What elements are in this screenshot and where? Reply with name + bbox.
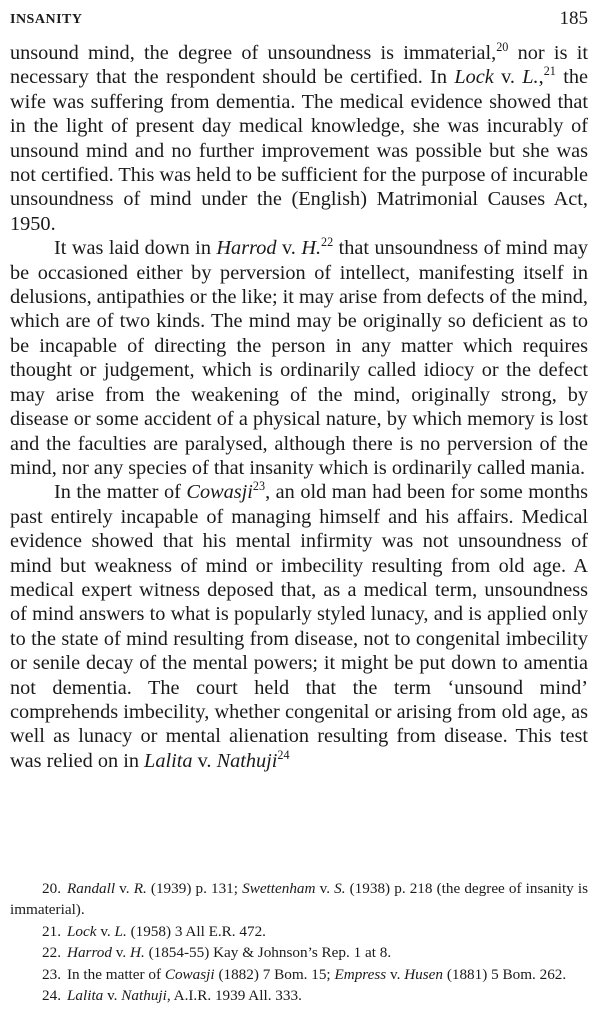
running-title: INSANITY — [10, 12, 83, 27]
footnote-ref: 22 — [321, 235, 334, 250]
text-run: the wife was suffering from dementia. The medical evidence showed that in the light of present day medical knowledge, she was incurably of unsound mind and no further improvement was possible but she was not certified. This was held to be sufficient for the purpose of incurable unsoundness of mind under the (English) Matrimonial Causes Act, 1950. — [10, 66, 588, 235]
italic-text: Lock — [66, 922, 97, 940]
footnotes — [10, 878, 588, 1006]
text-run: (1854-55) Kay & Johnson’s Rep. 1 at 8. — [144, 944, 392, 962]
italic-text: S. — [334, 880, 346, 897]
footnote-ref: 21 — [543, 64, 556, 79]
footnote-ref: 20 — [496, 40, 509, 55]
text-run: In the matter of — [54, 481, 187, 504]
running-head — [10, 8, 588, 34]
text-run: v. — [96, 922, 115, 940]
footnote-number: 20. — [42, 880, 61, 897]
italic-text: Cowasji — [186, 481, 253, 504]
italic-text: L. — [522, 66, 539, 89]
text-run: unsound mind, the degree of unsoundness is immaterial, — [10, 42, 497, 64]
footnote-number: 21. — [42, 922, 61, 940]
text-run: v. — [315, 880, 335, 897]
text-run: , an old man had been for some months past entirely incapable of managing himself and his affairs. Medical evidence showed that his mental infirmity was not unsoundness of mind but weakness of mind or imbecility resulting from old age. A medical expert witness deposed that, as a medical term, unsoundness of mind answers to what is popularly styled lunacy, and is applied only to the state of mind resulting from disease, not to congenital imbecility or senile decay of the mental powers; it might be put down to amentia not dementia. The court held that the term ‘unsound mind’ comprehends imbecility, whether congenital or arising from old age, as well as lunacy or mental alienation resulting from disease. This test was relied on in — [10, 481, 588, 772]
text-run: In the matter of — [66, 965, 165, 983]
text-run: (1958) 3 All E.R. 472. — [126, 922, 266, 940]
text-run: v. — [112, 944, 130, 962]
footnote-ref: 23 — [252, 479, 266, 494]
italic-text: Husen — [404, 965, 444, 983]
italic-text: H. — [301, 237, 322, 260]
italic-text: Nathuji — [216, 749, 278, 772]
italic-text: Harrod — [66, 944, 112, 962]
italic-text: L. — [114, 922, 127, 940]
italic-text: Empress — [334, 965, 387, 983]
text-run: v. — [115, 880, 134, 897]
italic-text: Lalita — [66, 987, 104, 1005]
italic-text: Lock — [454, 66, 494, 89]
footnote — [10, 985, 588, 1006]
footnote — [10, 921, 588, 942]
italic-text: Cowasji — [164, 965, 215, 983]
italic-text: R. — [133, 880, 147, 897]
footnote-ref: 24 — [277, 748, 290, 763]
text-run: v. — [493, 66, 523, 89]
body-text — [10, 41, 588, 773]
text-run: , A.I.R. 1939 All. 333. — [166, 987, 302, 1005]
paragraph — [10, 480, 588, 773]
footnote-number: 22. — [42, 944, 61, 962]
text-run: (1939) p. 131; — [146, 880, 243, 897]
text-run: (1882) 7 Bom. 15; — [214, 965, 335, 983]
footnote-number: 23. — [42, 965, 61, 983]
text-run: nor is it necessary that the respondent should be certified. In — [10, 42, 588, 89]
text-run: v. — [386, 965, 405, 983]
text-run: , — [538, 66, 544, 89]
text-run: (1938) p. 218 (the degree of insanity is immaterial). — [10, 880, 588, 919]
text-run: v. — [103, 987, 122, 1005]
text-run: It was laid down in — [54, 237, 217, 260]
paragraph — [10, 236, 588, 480]
footnote-number: 24. — [42, 987, 61, 1005]
text-run: (1881) 5 Bom. 262. — [443, 965, 567, 983]
italic-text: Swettenham — [242, 880, 316, 897]
italic-text: Harrod — [216, 237, 277, 260]
text-run: v. — [276, 237, 302, 260]
italic-text: H. — [130, 944, 145, 962]
paragraph — [10, 41, 588, 236]
footnote — [10, 964, 588, 985]
footnote — [10, 878, 588, 921]
italic-text: Randall — [66, 880, 116, 897]
text-run: v. — [192, 749, 217, 772]
text-run: that unsoundness of mind may be occasioned either by perversion of intellect, manifesting itself in delusions, antipathies or the like; it may arise from defects of the mind, which are of two kinds. The mind may be originally so deficient as to be incapable of directing the person in any matter which requires thought or judgement, which is ordinarily called idiocy or the defect may arise from the weakening of the mind, originally strong, by disease or some accident of a physical nature, by which memory is lost and the faculties are paralysed, although there is no perversion of the mind, nor any species of that insanity which is ordinarily called mania. — [10, 237, 588, 479]
page-number: 185 — [559, 8, 588, 29]
italic-text: Lalita — [144, 749, 193, 772]
footnote — [10, 942, 588, 963]
italic-text: Nathuji — [121, 987, 167, 1005]
